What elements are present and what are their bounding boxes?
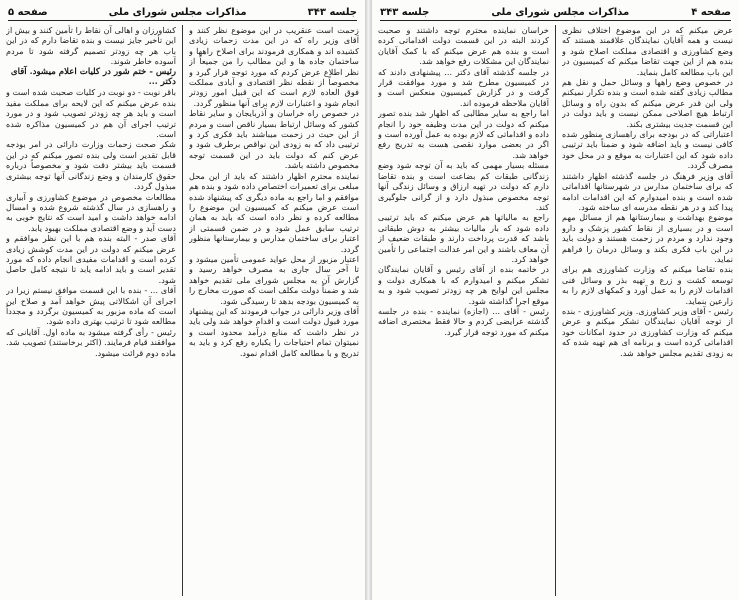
paragraph: مطالعات مخصوص در موضوع کشاورزی و آبیاری و راهسازی در سال گذشته شروع شده و امسال ادامه خواهد داشت و امید است که نتایج خوبی به دست آید و وضع اقتصادی مملکت بهبود یابد. (6, 191, 176, 233)
paragraph: آقای وزیر فرهنگ در جلسه گذشته اظهار داشتند که برای ساختمان مدارس در شهرستانها اقداماتی شده است و بنده امیدوارم که این اقدامات ادامه پیدا کند و در هر نقطه مدرسه ای ساخته شود. (562, 170, 733, 212)
right-page-header (380, 4, 731, 21)
left-page-number: صفحه ۵ (8, 6, 48, 18)
speaker-heading: رئیس - ختم شور در کلیات اعلام میشود. آقای دکتر ... (10, 66, 176, 88)
column-divider (555, 25, 556, 596)
right-page-left-column (378, 25, 549, 596)
paragraph: در خصوص راه خراسان و آذربایجان و سایر نقاط کشور که وسائل ارتباط بسیار ناقص است و مردم از این حیث در زحمت میباشند باید فکری کرد و ترتیبی داد که به زودی این نواقص برطرف شود و عرض کنم که دولت باید در این قسمت توجه مخصوص داشته باشد. (189, 108, 359, 171)
paragraph: در خصوص وضع راهها و وسائل حمل و نقل هم مطالب زیادی گفته شده است و بنده تکرار نمیکنم ولی این قدر عرض میکنم که بدون راه و وسائل ارتباط هیچ اصلاحی ممکن نیست و باید دولت در این قسمت جدیت بیشتری بکند. (562, 77, 733, 129)
left-page-columns (6, 25, 359, 596)
paragraph: اعتبار مزبور از محل عواید عمومی تأمین میشود و تا آخر سال جاری به مصرف خواهد رسید و گزارش آن به مجلس شورای ملی تقدیم خواهد شد و ضمناً دولت مکلف است که صورت مخارج را به کمیسیون بودجه بدهد تا رسیدگی شود. (189, 253, 359, 306)
right-page (372, 0, 739, 600)
paragraph: موضوع بهداشت و بیمارستانها هم از مسائل مهم است و در بسیاری از نقاط کشور پزشک و دارو وجود ندارد و مردم در زحمت هستند و دولت باید در این باب فکری بکند و وسائل درمان را فراهم نماید. (562, 212, 733, 264)
right-page-session: جلسه ۳۴۳ (380, 6, 430, 18)
left-page (0, 0, 365, 600)
paragraph: زحمت است عنقریب در این موضوع نظر کنند و آقای وزیر راه که در این مدت زحمات زیادی کشیده اند و همکاری فرمودند برای اصلاح راهها و ساختمان جاده ها و این مطالب را من جمیعاً از نظر اطلاع عرض کردم که مورد توجه قرار گیرد و مخصوصاً از نقطه نظر اقتصادی و آبادی مملکت فوق العاده لازم است که این قبیل امور زودتر انجام شود و اعتبارات لازم برای آنها منظور گردد. (189, 25, 359, 108)
right-page-number: صفحه ۴ (691, 6, 731, 18)
page-gutter (365, 0, 372, 600)
paragraph: رئیس - رأی گرفته میشود به ماده اول. آقایانی که موافقند قیام فرمایند. (اکثر برخاستند) تصویب شد. ماده دوم قرائت میشود. (6, 326, 176, 358)
paragraph: شکر صحت زحمات وزارت دارائی در امر بودجه قابل تقدیر است ولی بنده تصور میکنم که در این قسمت باید بیشتر دقت شود و مخصوصاً درباره حقوق کارمندان و وضع زندگانی آنها توجه بیشتری مبذول گردد. (6, 139, 176, 192)
paragraph: باقر نوبت - دو نوبت در کلیات صحبت شده است و بنده عرض میکنم که این لایحه برای مملکت مفید است و باید هر چه زودتر تصویب شود و در مورد ترتیب اجرای آن هم در کمیسیون مذاکره شده است. (6, 87, 176, 140)
paragraph: عرض میکنم که در این موضوع اختلاف نظری نیست و همه آقایان نمایندگان علاقمند هستند که وضع کشاورزی و اقتصادی مملکت اصلاح شود و بنده هم از این جهت تقاضا میکنم که کمیسیون در این باب مطالعه کامل بنماید. (562, 25, 733, 77)
paragraph: در جلسه گذشته آقای دکتر ... پیشنهادی دادند که در کمیسیون مطرح شد و مورد موافقت قرار گرفت و در گزارش کمیسیون منعکس است و آقایان ملاحظه فرموده اند. (378, 66, 549, 108)
paragraph: راجع به مالیاتها هم عرض میکنم که باید ترتیبی داده شود که بار مالیات بیشتر به دوش طبقاتی باشد که قدرت پرداخت دارند و طبقات ضعیف از آن معاف باشند و این امر عدالت اجتماعی را تأمین خواهد کرد. (378, 212, 549, 264)
paragraph: اعتباراتی که در بودجه برای راهسازی منظور شده کافی نیست و باید اضافه شود و ضمناً باید ترتیبی داده شود که این اعتبارات به موقع و در محل خود مصرف گردد. (562, 129, 733, 171)
right-page-columns (378, 25, 733, 596)
paragraph: رئیس - آقای وزیر کشاورزی. وزیر کشاورزی - بنده از توجه آقایان نمایندگان تشکر میکنم و عرض میکنم که وزارت کشاورزی در حدود امکانات خود اقداماتی کرده است و برنامه ای هم تهیه شده که به زودی تقدیم مجلس خواهد شد. (562, 305, 733, 358)
column-divider (182, 25, 183, 596)
paragraph: کشاورزان و اهالی آن نقاط را تأمین کنند و بیش از این تأخیر جایز نیست و بنده تقاضا دارم که در این باب هر چه زودتر تصمیم گرفته شود تا مردم آسوده خاطر شوند. (6, 25, 176, 67)
left-page-left-column (6, 25, 176, 596)
right-page-right-column (562, 25, 733, 596)
paragraph: اما راجع به سایر مطالبی که اظهار شد بنده تصور میکنم که دولت در این مدت وظیفه خود را انجام داده و اقداماتی که لازم بوده به عمل آورده است و اگر در بعضی موارد نقصی هست به تدریج رفع خواهد شد. (378, 108, 549, 160)
paragraph: نماینده محترم اظهار داشتند که باید از این محل مبلغی برای تعمیرات اختصاص داده شود و بنده هم موافقم و اما راجع به ماده دیگری که پیشنهاد شده است عرض میکنم که کمیسیون این موضوع را مطالعه کرده و نظر داده است که باید به همان ترتیب سابق عمل شود و در ضمن قسمتی از اعتبار برای ساختمان مدارس و بیمارستانها منظور گردد. (189, 170, 359, 254)
right-page-title: مذاکرات مجلس شورای ملی (491, 6, 630, 18)
left-page-right-column (189, 25, 359, 596)
paragraph: آقای صدر - البته بنده هم با این نظر موافقم و عرض میکنم که دولت در این مدت کوشش زیادی کرده است و اقدامات مفیدی انجام داده که مورد تقدیر است و باید ادامه یابد تا نتیجه کامل حاصل شود. (6, 233, 176, 285)
paragraph: آقای وزیر دارائی در جواب فرمودند که این پیشنهاد مورد قبول دولت است و اقدام خواهد شد ولی باید در نظر داشت که منابع درآمد محدود است و نمیتوان تمام احتیاجات را یکباره رفع کرد و باید به تدریج و با مطالعه کامل اقدام نمود. (189, 305, 359, 358)
paragraph: آقای ... - بنده با این قسمت موافق نیستم زیرا در اجرای آن اشکالاتی پیش خواهد آمد و صلاح این است که ماده مزبور به کمیسیون برگردد و مجدداً مطالعه شود تا ترتیب بهتری داده شود. (6, 285, 176, 327)
left-page-header (8, 4, 357, 21)
paragraph: مسئله بسیار مهمی که باید به آن توجه شود وضع زندگانی طبقات کم بضاعت است و بنده تقاضا دارم که دولت در تهیه ارزاق و وسائل زندگی آنها توجه مخصوص مبذول دارد و از گرانی جلوگیری کند. (378, 160, 549, 212)
paragraph: در خاتمه بنده از آقای رئیس و آقایان نمایندگان تشکر میکنم و امیدوارم که با همکاری دولت و مجلس این لوایح هر چه زودتر تصویب شود و به موقع اجرا گذاشته شود. (378, 264, 549, 306)
paragraph: خراسان نماینده محترم توجه داشتند و صحبت کردند البته در این قسمت دولت اقداماتی کرده است و بنده هم عرض میکنم که با کمک آقایان نمایندگان این مشکلات رفع خواهد شد. (378, 25, 549, 67)
paragraph: رئیس - آقای ... (اجازه) نماینده - بنده در جلسه گذشته عرایضی کردم و حالا فقط مختصری اضافه میکنم که مورد توجه قرار گیرد. (378, 305, 549, 337)
left-page-title: مذاکرات مجلس شورای ملی (108, 6, 247, 18)
paragraph: بنده تقاضا میکنم که وزارت کشاورزی هم برای توسعه کشت و زرع و تهیه بذر و وسائل فنی اقدامات لازم را به عمل آورد و کمکهای لازم را به زارعین بنماید. (562, 264, 733, 306)
left-page-session: جلسه ۳۴۳ (307, 6, 357, 18)
